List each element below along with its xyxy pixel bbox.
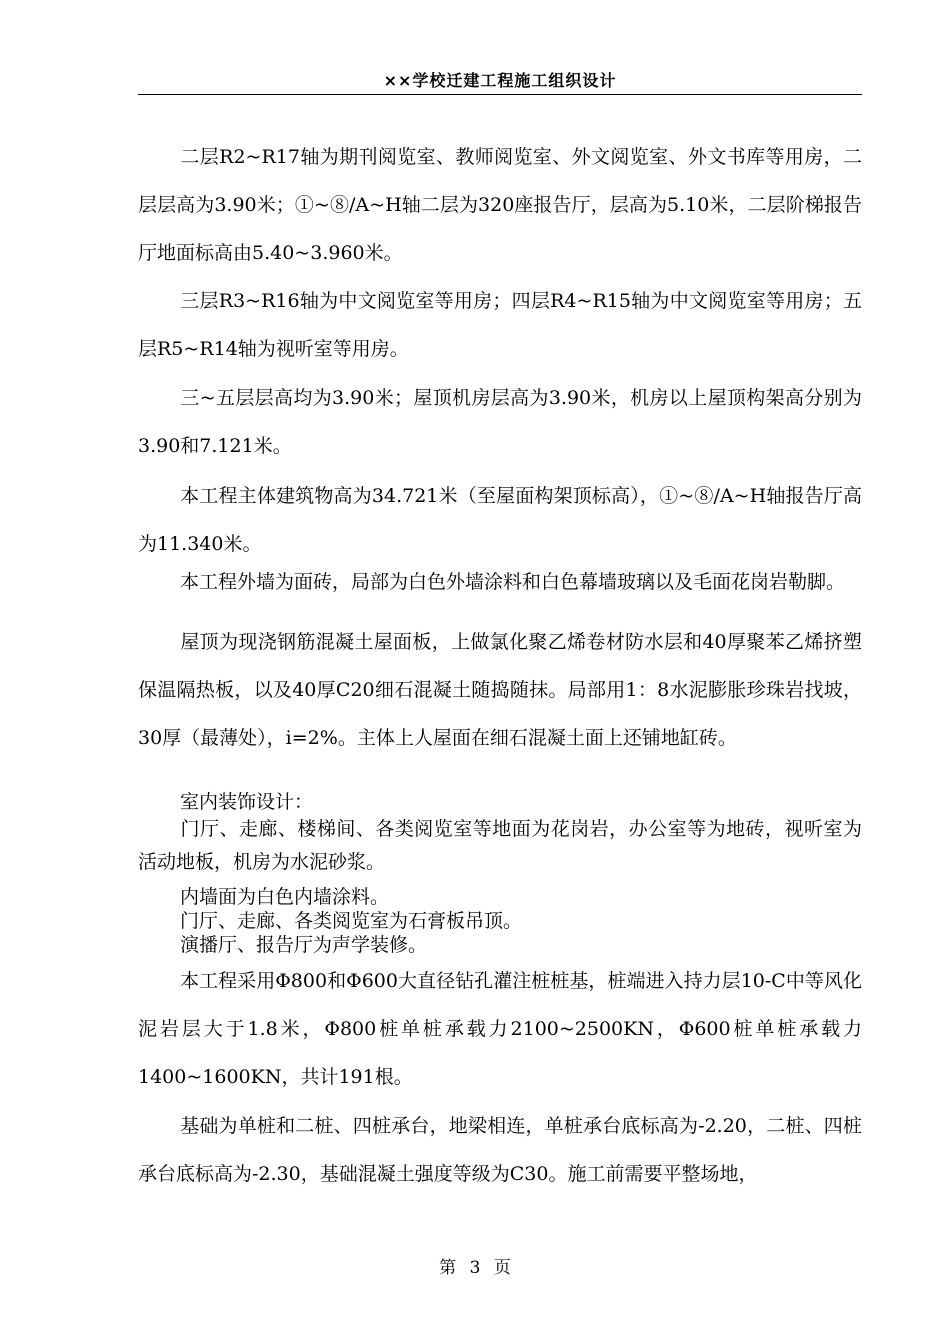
paragraph [138, 472, 862, 568]
paragraph [138, 790, 862, 814]
paragraph [138, 909, 862, 933]
footer-suffix: 页 [493, 1258, 511, 1278]
paragraph-text: 室内装饰设计： [180, 791, 314, 813]
header-rule [138, 94, 862, 95]
paragraph-text: 基础为单桩和二桩、四桩承台，地梁相连，单桩承台底标高为-2.20，二桩、四桩承台底标高为-2.30，基础混凝土强度等级为C30。施工前需要平整场地， [138, 1115, 862, 1185]
page-header-title: ××学校迁建工程施工组织设计 [383, 71, 617, 90]
paragraph-text: 三~五层层高均为3.90米；屋顶机房层高为3.90米，机房以上屋顶构架高分别为3.90和7.121米。 [138, 387, 862, 457]
paragraph [138, 133, 862, 277]
paragraph-text: 本工程主体建筑物高为34.721米（至屋面构架顶标高），①~⑧/A~H轴报告厅高为11.340米。 [138, 485, 862, 555]
page-footer [0, 1253, 950, 1278]
paragraph-text: 演播厅、报告厅为声学装修。 [180, 934, 428, 956]
paragraph-text: 本工程采用Φ800和Φ600大直径钻孔灌注桩桩基，桩端进入持力层10-C中等风化泥岩层大于1.8米，Φ800桩单桩承载力2100~2500KN，Φ600桩单桩承载力1400~1600KN，共计191根。 [138, 970, 862, 1088]
paragraph [138, 957, 862, 1101]
paragraph-text: 三层R3~R16轴为中文阅览室等用房；四层R4~R15轴为中文阅览室等用房；五层R5~R14轴为视听室等用房。 [138, 290, 862, 360]
paragraph [138, 813, 862, 879]
paragraph-text: 屋顶为现浇钢筋混凝土屋面板，上做氯化聚乙烯卷材防水层和40厚聚苯乙烯挤塑保温隔热板，以及40厚C20细石混凝土随捣随抹。局部用1：8水泥膨胀珍珠岩找坡，30厚（最薄处），i=2%。主体上人屋面在细石混凝土面上还铺地缸砖。 [138, 631, 862, 749]
paragraph-text: 门厅、走廊、楼梯间、各类阅览室等地面为花岗岩，办公室等为地砖，视听室为活动地板，机房为水泥砂浆。 [138, 818, 862, 873]
paragraph-text: 二层R2~R17轴为期刊阅览室、教师阅览室、外文阅览室、外文书库等用房，二层层高为3.90米；①~⑧/A~H轴二层为320座报告厅，层高为5.10米，二层阶梯报告厅地面标高由5.40~3.960米。 [138, 146, 862, 264]
paragraph [138, 374, 862, 470]
page-number: 3 [469, 1258, 481, 1278]
paragraph-text: 本工程外墙为面砖，局部为白色外墙涂料和白色幕墙玻璃以及毛面花岗岩勒脚。 [180, 571, 846, 593]
paragraph [138, 1102, 862, 1198]
paragraph [138, 885, 862, 909]
paragraph [138, 618, 862, 762]
paragraph [138, 933, 862, 957]
paragraph-text: 门厅、走廊、各类阅览室为石膏板吊顶。 [180, 910, 523, 932]
paragraph [138, 570, 862, 594]
footer-prefix: 第 [439, 1258, 457, 1278]
paragraph-text: 内墙面为白色内墙涂料。 [180, 886, 390, 908]
paragraph [138, 277, 862, 373]
